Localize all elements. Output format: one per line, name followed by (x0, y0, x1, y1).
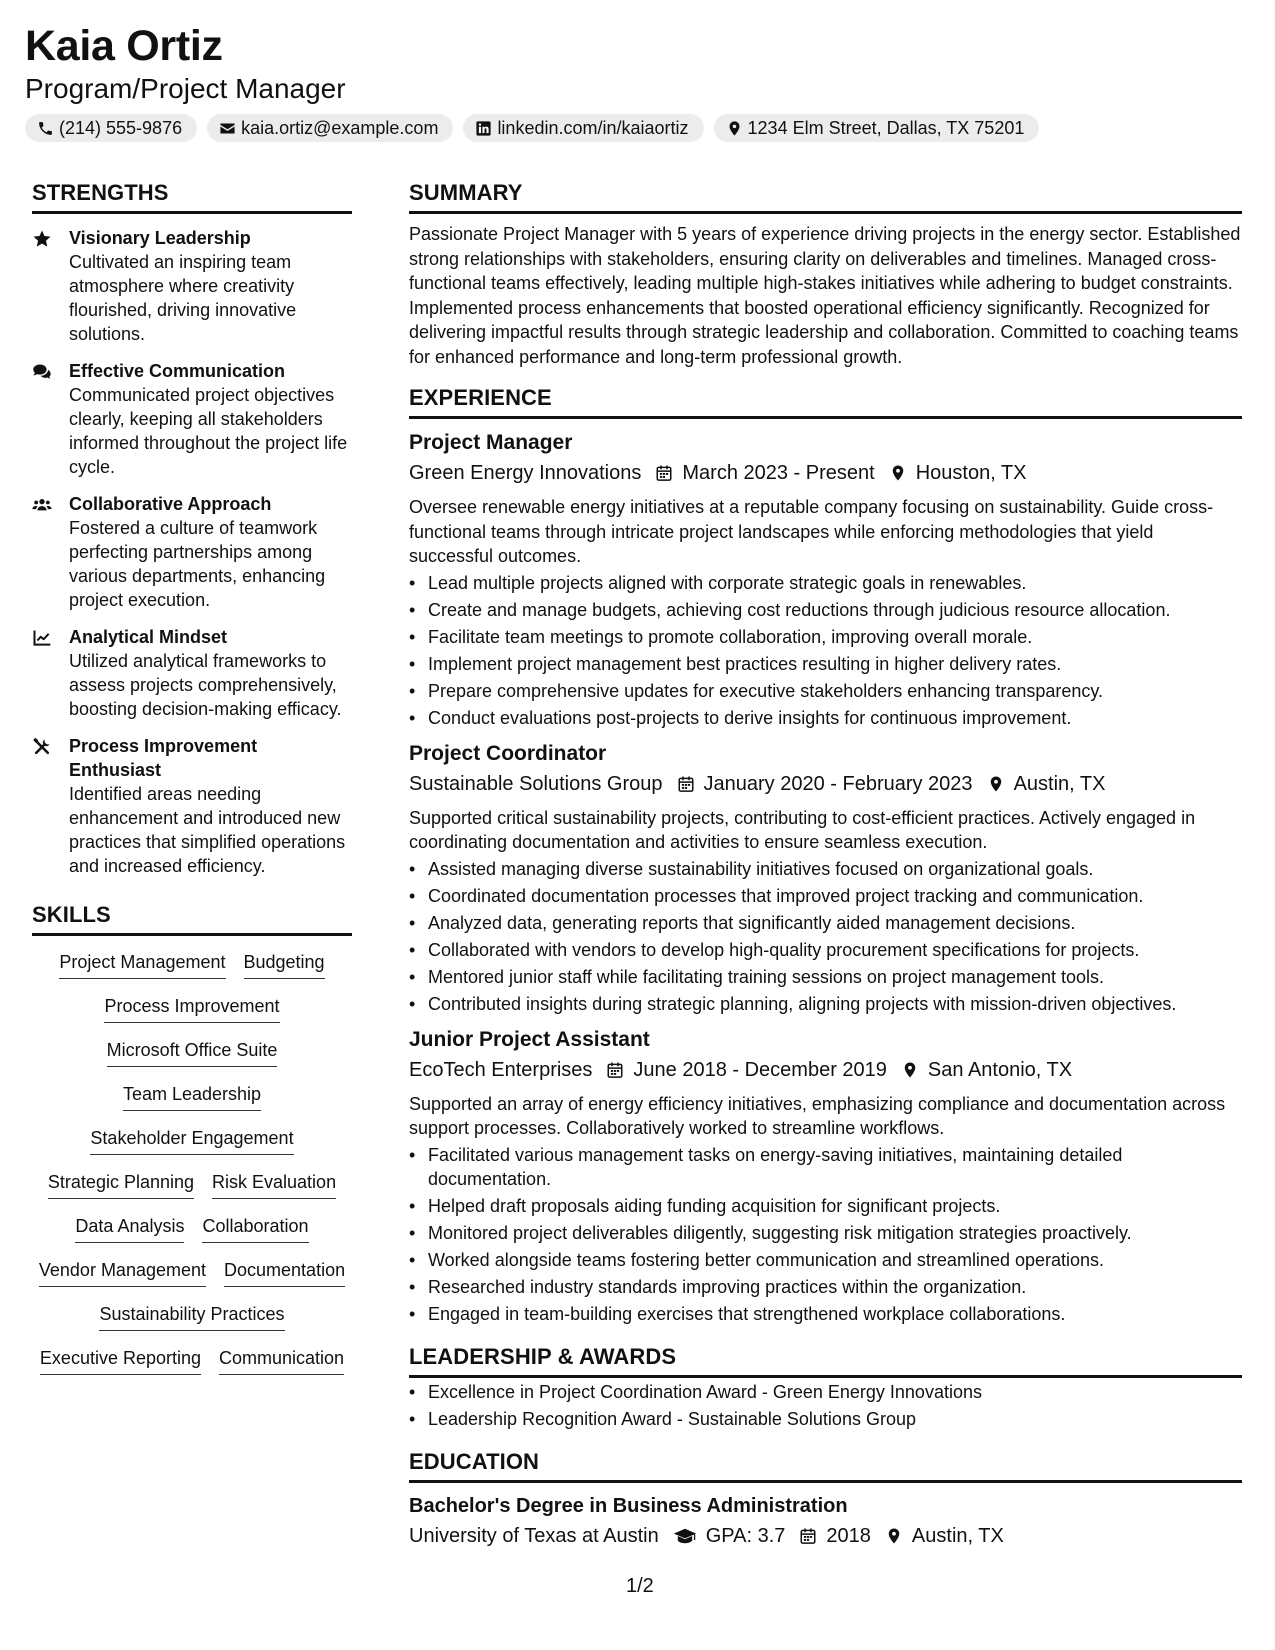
graduation-cap-icon (673, 1527, 697, 1545)
linkedin-icon (475, 120, 492, 137)
strength-desc: Communicated project objectives clearly, keeping all stakeholders informed throughout the project life cycle. (69, 385, 348, 477)
users-icon (32, 495, 52, 515)
address-text: 1234 Elm Street, Dallas, TX 75201 (747, 117, 1025, 138)
skills-list (32, 950, 352, 1375)
page-number: 1/2 (626, 1575, 654, 1597)
bullet-item: • Worked alongside teams fostering better communication and streamlined operations. (409, 1248, 1242, 1272)
phone-icon (37, 120, 54, 137)
job-meta (409, 1056, 1242, 1084)
skill-tag: Risk Evaluation (212, 1170, 336, 1199)
bullet-item: • Assisted managing diverse sustainability initiatives focused on organizational goals. (409, 857, 1242, 881)
strength-title: Analytical Mindset (69, 627, 228, 647)
strength-desc: Cultivated an inspiring team atmosphere where creativity flourished, driving innovative solutions. (69, 252, 297, 344)
award-item: • Excellence in Project Coordination Award - Green Energy Innovations (409, 1380, 1242, 1404)
bullet-item: • Monitored project deliverables diligently, suggesting risk mitigation strategies proactively. (409, 1221, 1242, 1245)
bullet-item: • Facilitate team meetings to promote collaboration, improving overall morale. (409, 625, 1242, 649)
bullet-item: • Coordinated documentation processes that improved project tracking and communication. (409, 884, 1242, 908)
candidate-name: Kaia Ortiz (25, 22, 223, 70)
bullet-item: • Collaborated with vendors to develop high-quality procurement specifications for projects. (409, 938, 1242, 962)
skill-tag: Vendor Management (39, 1258, 206, 1287)
bullet-item: • Lead multiple projects aligned with corporate strategic goals in renewables. (409, 571, 1242, 595)
strength-desc: Utilized analytical frameworks to assess projects comprehensively, boosting decision-making efficacy. (69, 651, 342, 719)
chart-line-icon (32, 628, 52, 648)
job-role: Project Coordinator (409, 741, 607, 765)
job-entry (409, 429, 1242, 730)
bullet-item: • Implement project management best practices resulting in higher delivery rates. (409, 652, 1242, 676)
strength-item (32, 492, 352, 612)
summary-text: Passionate Project Manager with 5 years of experience driving projects in the energy sector. Established strong relationships with stakeholders, ensuring clarity on deliverables and timelines. Managed cross-functional teams effectively, leading multiple high-stakes initiatives while adhering to budget constraints. Implemented process enhancements that boosted operational efficiency significantly. Recognized for delivering impactful results through strategic leadership and collaboration. Committed to coaching teams for enhanced performance and long-term professional growth. (409, 224, 1241, 367)
job-entry (409, 740, 1242, 1016)
skill-tag: Process Improvement (104, 994, 279, 1023)
strength-title: Collaborative Approach (69, 494, 272, 514)
skill-tag: Communication (219, 1346, 344, 1375)
skill-tag: Team Leadership (123, 1082, 261, 1111)
calendar-icon (655, 464, 673, 482)
skill-tag: Microsoft Office Suite (107, 1038, 278, 1067)
envelope-icon (219, 120, 236, 137)
job-location: San Antonio, TX (927, 1058, 1073, 1081)
graduation-year: 2018 (826, 1524, 871, 1547)
job-meta (409, 459, 1242, 487)
education-meta (409, 1522, 1242, 1550)
calendar-icon (606, 1061, 624, 1079)
strength-item (32, 226, 352, 346)
school-name: University of Texas at Austin (409, 1524, 659, 1547)
bullet-item: • Conduct evaluations post-projects to derive insights for continuous improvement. (409, 706, 1242, 730)
awards-heading: LEADERSHIP & AWARDS (409, 1344, 1242, 1378)
experience-heading: EXPERIENCE (409, 385, 1242, 419)
job-description: Supported critical sustainability projects, contributing to cost-efficient practices. Actively engaged in coordinating documentation and activities to ensure seamless execution. (409, 807, 1196, 852)
bullet-item: • Researched industry standards improving practices within the organization. (409, 1275, 1242, 1299)
job-location: Austin, TX (1013, 772, 1106, 795)
location-pin-icon (987, 775, 1005, 793)
bullet-item: • Analyzed data, generating reports that significantly aided management decisions. (409, 911, 1242, 935)
school-location: Austin, TX (911, 1524, 1004, 1547)
job-dates: January 2020 - February 2023 (703, 772, 973, 795)
skill-tag: Sustainability Practices (99, 1302, 284, 1331)
location-pin-icon (889, 464, 907, 482)
calendar-icon (799, 1527, 817, 1545)
strength-title: Effective Communication (69, 361, 286, 381)
job-description: Oversee renewable energy initiatives at a reputable company focusing on sustainability. Guide cross-functional teams through intricate project landscapes while enforcing methodologies that yield successful outcomes. (409, 497, 1214, 566)
star-icon (32, 229, 52, 249)
awards-list (409, 1380, 1242, 1431)
contact-bar (25, 114, 1039, 142)
contact-linkedin[interactable] (463, 114, 703, 142)
email-text: kaia.ortiz@example.com (241, 117, 439, 138)
tools-icon (32, 737, 52, 757)
job-dates: June 2018 - December 2019 (633, 1058, 887, 1081)
degree-title: Bachelor's Degree in Business Administration (409, 1494, 848, 1517)
bullet-item: • Mentored junior staff while facilitating training sessions on project management tools. (409, 965, 1242, 989)
skill-tag: Documentation (224, 1258, 345, 1287)
skill-tag: Stakeholder Engagement (90, 1126, 293, 1155)
location-pin-icon (885, 1527, 903, 1545)
job-company: Green Energy Innovations (409, 462, 642, 484)
strength-item (32, 734, 352, 878)
skill-tag: Collaboration (202, 1214, 308, 1243)
skill-tag: Project Management (59, 950, 225, 979)
job-description: Supported an array of energy efficiency initiatives, emphasizing compliance and documentation across support processes. Collaboratively worked to streamline workflows. (409, 1093, 1226, 1138)
strength-title: Process Improvement Enthusiast (69, 736, 258, 780)
linkedin-text: linkedin.com/in/kaiaortiz (497, 117, 689, 138)
job-company: Sustainable Solutions Group (409, 772, 663, 795)
phone-text: (214) 555-9876 (59, 117, 183, 138)
job-entry (409, 1026, 1242, 1326)
left-column (32, 180, 352, 1375)
location-pin-icon (726, 120, 743, 137)
job-meta (409, 770, 1242, 798)
gpa: GPA: 3.7 (705, 1524, 786, 1547)
job-bullets (409, 857, 1242, 1016)
calendar-icon (677, 775, 695, 793)
skill-tag: Strategic Planning (48, 1170, 194, 1199)
strength-desc: Fostered a culture of teamwork perfecting partnerships among various departments, enhancing project execution. (69, 518, 326, 610)
location-pin-icon (901, 1061, 919, 1079)
award-item: • Leadership Recognition Award - Sustainable Solutions Group (409, 1407, 1242, 1431)
job-bullets (409, 571, 1242, 730)
bullet-item: • Facilitated various management tasks on energy-saving initiatives, maintaining detailed documentation. (409, 1143, 1242, 1191)
skill-tag: Data Analysis (75, 1214, 184, 1243)
strength-item (32, 359, 352, 479)
job-role: Junior Project Assistant (409, 1027, 650, 1051)
job-location: Houston, TX (915, 462, 1027, 484)
strength-desc: Identified areas needing enhancement and introduced new practices that simplified operations and increased efficiency. (69, 784, 346, 876)
contact-phone (25, 114, 197, 142)
right-column (409, 180, 1242, 1550)
strength-item (32, 625, 352, 721)
summary-heading: SUMMARY (409, 180, 1242, 214)
skills-heading: SKILLS (32, 902, 352, 936)
bullet-item: • Helped draft proposals aiding funding acquisition for significant projects. (409, 1194, 1242, 1218)
strength-title: Visionary Leadership (69, 228, 251, 248)
job-role: Project Manager (409, 431, 573, 454)
comments-icon (32, 362, 52, 382)
contact-email[interactable] (207, 114, 453, 142)
job-company: EcoTech Enterprises (409, 1058, 593, 1081)
strengths-list (32, 226, 352, 878)
skill-tag: Executive Reporting (40, 1346, 201, 1375)
job-dates: March 2023 - Present (682, 462, 875, 484)
bullet-item: • Engaged in team-building exercises that strengthened workplace collaborations. (409, 1302, 1242, 1326)
education-heading: EDUCATION (409, 1449, 1242, 1483)
bullet-item: • Prepare comprehensive updates for executive stakeholders enhancing transparency. (409, 679, 1242, 703)
job-title: Program/Project Manager (25, 73, 346, 104)
job-bullets (409, 1143, 1242, 1326)
bullet-item: • Contributed insights during strategic planning, aligning projects with mission-driven objectives. (409, 992, 1242, 1016)
contact-address (714, 114, 1040, 142)
skill-tag: Budgeting (244, 950, 325, 979)
bullet-item: • Create and manage budgets, achieving cost reductions through judicious resource allocation. (409, 598, 1242, 622)
strengths-heading: STRENGTHS (32, 180, 352, 214)
